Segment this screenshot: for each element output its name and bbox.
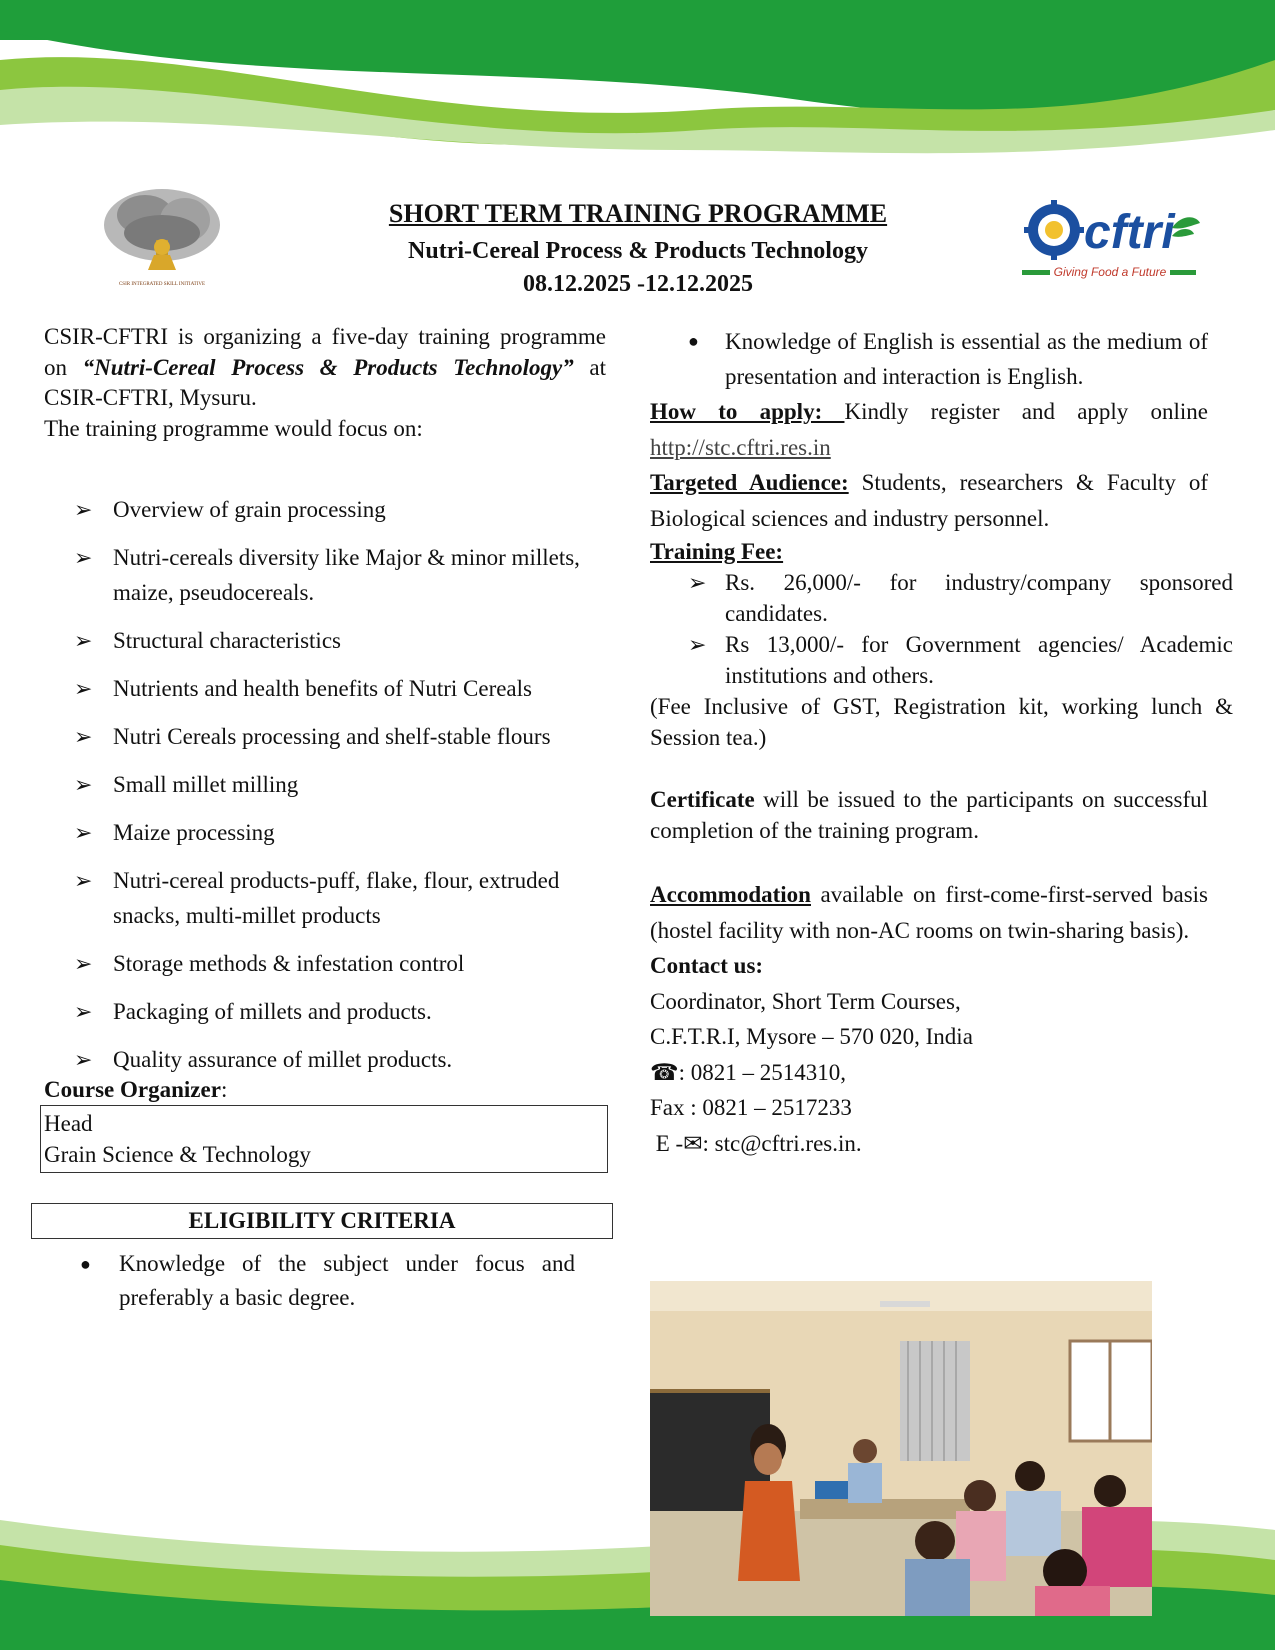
arrow-bullet-icon: ➢ [74, 628, 93, 653]
course-organizer-box [40, 1105, 608, 1173]
topic-text: Quality assurance of millet products. [113, 1047, 453, 1072]
organizer-label-colon: : [220, 1077, 228, 1102]
topic-text: Nutri-cereals diversity like Major & minor millets, maize, pseudocereals. [113, 545, 580, 605]
programme-dates: 08.12.2025 -12.12.2025 [523, 271, 753, 297]
list-item [44, 767, 606, 802]
list-item [650, 324, 1208, 394]
accommodation-text: available on first-come-first-served basis (hostel facility with non-AC rooms on twin-sharing basis). [650, 882, 1208, 943]
certificate-text: will be issued to the participants on successful completion of the training program. [650, 787, 1208, 843]
eligibility-text: Knowledge of the subject under focus and preferably a basic degree. [119, 1251, 575, 1310]
course-organizer-label [44, 1075, 606, 1105]
accommodation-label: Accommodation [650, 882, 811, 907]
arrow-bullet-icon: ➢ [74, 545, 93, 570]
cftri-wordmark: cftri [1084, 206, 1175, 259]
certificate-paragraph [650, 784, 1208, 846]
list-item [44, 492, 606, 527]
contact-line-2: C.F.T.R.I, Mysore – 570 020, India [650, 1024, 973, 1049]
email-prefix: E - [655, 1130, 684, 1156]
arrow-bullet-icon: ➢ [74, 868, 93, 893]
audience-text: Students, researchers & Faculty of Biological sciences and industry personnel. [650, 470, 1208, 531]
arrow-bullet-icon: ➢ [74, 724, 93, 749]
email-address: : stc@cftri.res.in. [702, 1130, 862, 1156]
topic-text: Nutri-cereal products-puff, flake, flour, extruded snacks, multi-millet products [113, 868, 560, 928]
arrow-bullet-icon: ➢ [74, 999, 93, 1024]
apply-link[interactable]: http://stc.cftri.res.in [650, 434, 831, 460]
list-item [44, 946, 606, 981]
contact-phone [650, 1055, 1233, 1091]
how-to-apply-label: How to apply: [650, 399, 845, 424]
bullet-icon: ● [80, 1254, 91, 1274]
fee-text: Rs 13,000/- for Government agencies/ Academic institutions and others. [725, 632, 1233, 688]
contact-email [650, 1126, 1233, 1162]
audience-label: Targeted Audience: [650, 470, 849, 495]
phone-icon: ☎ [650, 1059, 679, 1085]
topic-text: Nutrients and health benefits of Nutri Cereals [113, 676, 532, 701]
list-item [44, 671, 606, 706]
intro-text-start: CSIR-CFTRI is organizing a five-day training programme on [44, 324, 606, 380]
topic-text: Small millet milling [113, 772, 299, 797]
right-column [650, 324, 1233, 1161]
organizer-line-1: Head [44, 1111, 93, 1136]
eligibility-list-continued [650, 324, 1233, 394]
classroom-photo [650, 1281, 1152, 1616]
intro-programme-name: “Nutri-Cereal Process & Products Technology” [82, 354, 574, 380]
arrow-bullet-icon: ➢ [688, 570, 707, 595]
training-fee-label: Training Fee: [650, 539, 784, 564]
accommodation-paragraph [650, 877, 1208, 948]
phone-number: : 0821 – 2514310, [678, 1059, 847, 1085]
topic-text: Storage methods & infestation control [113, 951, 465, 976]
list-item [44, 1247, 575, 1315]
arrow-bullet-icon: ➢ [74, 772, 93, 797]
fee-note: (Fee Inclusive of GST, Registration kit, working lunch & Session tea.) [650, 694, 1233, 750]
fee-text: Rs. 26,000/- for industry/company sponsored candidates. [725, 570, 1233, 626]
how-to-apply-text: Kindly register and apply online [844, 399, 1209, 424]
targeted-audience [650, 465, 1208, 536]
arrow-bullet-icon: ➢ [688, 632, 707, 657]
programme-subtitle: Nutri-Cereal Process & Products Technology [408, 238, 868, 264]
arrow-bullet-icon: ➢ [74, 1047, 93, 1072]
contact-line-1: Coordinator, Short Term Courses, [650, 988, 961, 1014]
topic-text: Structural characteristics [113, 628, 341, 653]
arrow-bullet-icon: ➢ [74, 951, 93, 976]
intro-text-end: at CSIR-CFTRI, Mysuru. [44, 354, 606, 410]
programme-title: SHORT TERM TRAINING PROGRAMME [388, 199, 888, 228]
arrow-bullet-icon: ➢ [74, 676, 93, 701]
list-item [44, 623, 606, 658]
topic-text: Overview of grain processing [113, 497, 386, 522]
list-item [44, 540, 606, 610]
topic-list [44, 492, 606, 1077]
certificate-label: Certificate [650, 787, 755, 812]
csir-skill-initiative-logo [100, 185, 230, 295]
topic-text: Nutri Cereals processing and shelf-stable flours [113, 724, 551, 749]
organizer-label-text: Course Organizer [44, 1077, 221, 1102]
focus-line: The training programme would focus on: [44, 415, 423, 441]
arrow-bullet-icon: ➢ [74, 497, 93, 522]
fee-list [650, 567, 1233, 691]
logo-caption: CSIR INTEGRATED SKILL INITIATIVE [118, 282, 206, 287]
topic-text: Packaging of millets and products. [113, 999, 432, 1024]
eligibility-text: Knowledge of English is essential as the medium of presentation and interaction is English. [725, 329, 1208, 389]
bullet-icon: ● [688, 331, 699, 351]
eligibility-heading: ELIGIBILITY CRITERIA [31, 1203, 613, 1239]
how-to-apply [650, 394, 1208, 465]
list-item [650, 567, 1233, 629]
cftri-tagline: Giving Food a Future [1053, 265, 1167, 279]
arrow-bullet-icon: ➢ [74, 820, 93, 845]
envelope-icon: ✉ [683, 1130, 703, 1156]
list-item [44, 994, 606, 1029]
list-item [44, 1042, 606, 1077]
cftri-logo [1022, 198, 1212, 293]
topic-text: Maize processing [113, 820, 275, 845]
contact-label: Contact us: [650, 953, 764, 978]
left-column [44, 322, 606, 1315]
list-item [44, 815, 606, 850]
eligibility-list [44, 1247, 606, 1315]
page-header [300, 198, 976, 300]
top-wave-banner [0, 0, 1275, 165]
organizer-line-2: Grain Science & Technology [44, 1142, 311, 1167]
contact-fax: Fax : 0821 – 2517233 [650, 1095, 852, 1120]
intro-paragraph [44, 322, 606, 444]
list-item [44, 719, 606, 754]
list-item [650, 629, 1233, 691]
list-item [44, 863, 606, 933]
